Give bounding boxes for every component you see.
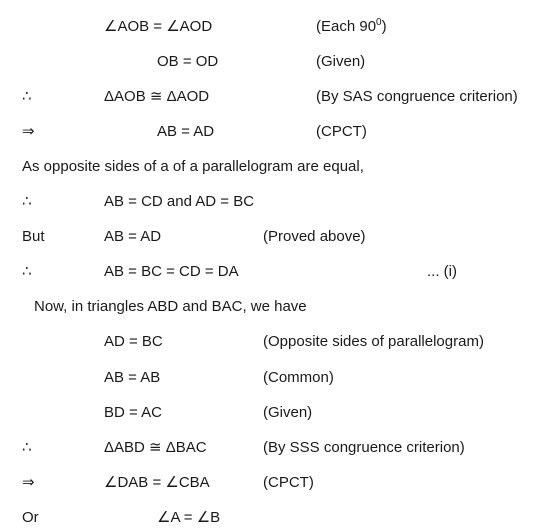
statement-ab-ad: AB = AD <box>157 123 215 140</box>
reason-each-90: (Each $90^0$) <box>316 17 387 35</box>
or-word: Or <box>22 509 39 526</box>
therefore-symbol: ∴ <box>22 193 32 210</box>
but-word: But <box>22 228 45 245</box>
statement-ab-cd-ad-bc: AB = CD and AD = BC <box>104 193 255 210</box>
paragraph-triangles: Now, in triangles ABD and BAC, we have <box>34 298 307 315</box>
reason-opposite-sides: (Opposite sides of parallelogram) <box>263 333 484 350</box>
implies-symbol: ⇒ <box>22 123 35 140</box>
reason-given: (Given) <box>316 53 366 70</box>
reason-given-2: (Given) <box>263 404 313 421</box>
reason-sss: (By SSS congruence criterion) <box>263 439 465 456</box>
therefore-symbol: ∴ <box>22 439 32 456</box>
reason-common: (Common) <box>263 369 334 386</box>
statement-angle-a-b: ∠A = ∠B <box>157 509 221 526</box>
statement-angle-dab-cba: ∠DAB = ∠CBA <box>104 474 210 491</box>
statement-ab-ad-2: AB = AD <box>104 228 162 245</box>
reason-proved-above: (Proved above) <box>263 228 366 245</box>
therefore-symbol: ∴ <box>22 263 32 280</box>
paragraph-opposite-sides: As opposite sides of a of a parallelogram are equal, <box>22 158 364 175</box>
equation-number-i: ... (i) <box>427 263 457 280</box>
reason-cpct-2: (CPCT) <box>263 474 314 491</box>
therefore-symbol: ∴ <box>22 88 32 105</box>
statement-triangle-abd-bac: ΔABD ≅ ΔBAC <box>104 439 207 456</box>
statement-ob-od: OB = OD <box>157 53 219 70</box>
implies-symbol: ⇒ <box>22 474 35 491</box>
reason-cpct: (CPCT) <box>316 123 367 140</box>
statement-bd-ac: BD = AC <box>104 404 162 421</box>
statement-triangle-aob-aod: ΔAOB ≅ ΔAOD <box>104 88 210 105</box>
reason-sas: (By SAS congruence criterion) <box>316 88 518 105</box>
statement-angle-aob-aod: ∠AOB = ∠AOD <box>104 18 213 35</box>
statement-ab-ab: AB = AB <box>104 369 161 386</box>
statement-ad-bc: AD = BC <box>104 333 163 350</box>
statement-all-sides-equal: AB = BC = CD = DA <box>104 263 239 280</box>
